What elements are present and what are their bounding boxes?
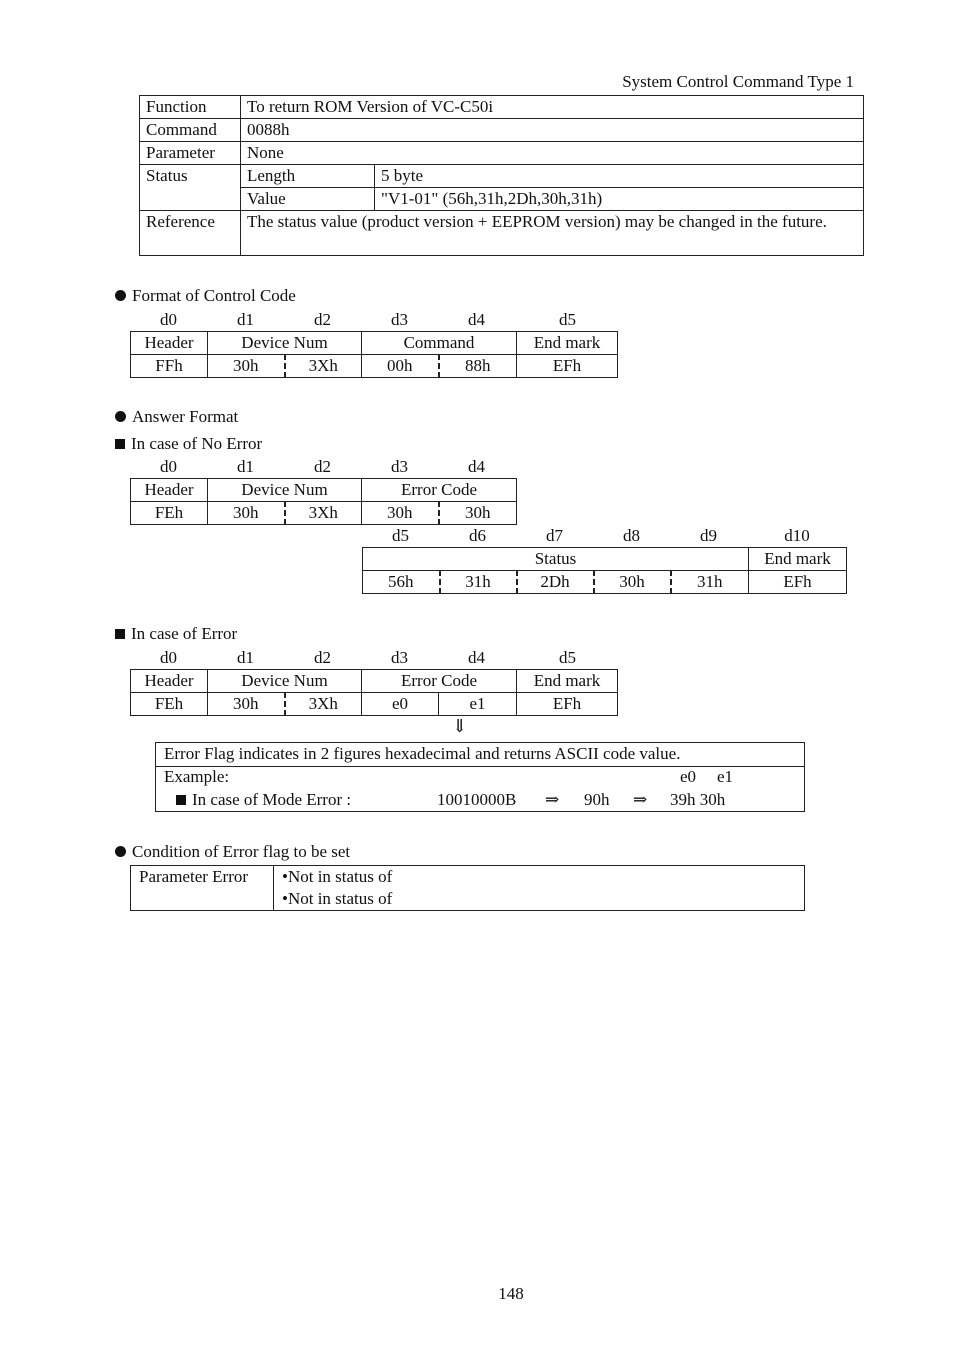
- value-label: Value: [241, 188, 375, 211]
- example-label: Example:: [164, 767, 230, 786]
- cell: Device Num: [208, 670, 362, 693]
- col-label: d2: [314, 457, 331, 476]
- page-header: System Control Command Type 1: [622, 72, 854, 91]
- col-label: d6: [469, 526, 486, 545]
- no-error-heading: In case of No Error: [115, 433, 262, 455]
- command-value: 0088h: [241, 119, 864, 142]
- page-number: 148: [498, 1284, 524, 1303]
- down-arrow-icon: ⇓: [452, 716, 468, 736]
- right-arrow-icon: ⇒: [633, 790, 648, 809]
- bullet-dot-icon: [115, 290, 126, 301]
- cell: Header: [131, 479, 208, 502]
- cell: 31h: [440, 571, 517, 594]
- control-code-table: [130, 331, 618, 378]
- condition-table: [130, 865, 805, 911]
- value-value: "V1-01" (56h,31h,2Dh,30h,31h): [375, 188, 864, 211]
- parameter-label: Parameter: [140, 142, 241, 165]
- cell: 30h: [208, 693, 285, 716]
- bullet-square-icon: [115, 629, 125, 639]
- col-label: d2: [314, 648, 331, 667]
- col-label: d3: [391, 457, 408, 476]
- bullet-square-icon: [115, 439, 125, 449]
- answer-status-table: [362, 547, 847, 594]
- length-label: Length: [241, 165, 375, 188]
- col-label: d3: [391, 310, 408, 329]
- col-label: d0: [160, 648, 177, 667]
- bullet-square-icon: [176, 795, 186, 805]
- cell: FFh: [131, 355, 208, 378]
- function-value: To return ROM Version of VC-C50i: [241, 96, 864, 119]
- bullet-dot-icon: [115, 846, 126, 857]
- col-label: d9: [700, 526, 717, 545]
- answer-heading: Answer Format: [115, 406, 238, 428]
- cell: End mark: [517, 332, 618, 355]
- cell: 31h: [671, 571, 749, 594]
- cell: Command: [362, 332, 517, 355]
- cell: 30h: [362, 502, 439, 525]
- col-label: d3: [391, 648, 408, 667]
- condition-item: •Not in status of: [274, 888, 805, 911]
- bullet-dot-icon: [115, 411, 126, 422]
- col-label: d1: [237, 310, 254, 329]
- mode-error-line: In case of Mode Error :: [176, 789, 351, 811]
- spec-table: [139, 95, 864, 256]
- cell: 30h: [208, 355, 285, 378]
- col-label: d10: [784, 526, 810, 545]
- col-label: d8: [623, 526, 640, 545]
- cell: 30h: [439, 502, 517, 525]
- cell: 00h: [362, 355, 439, 378]
- cell: EFh: [517, 693, 618, 716]
- example-e1: e1: [717, 767, 734, 786]
- col-label: d1: [237, 457, 254, 476]
- reference-label: Reference: [140, 211, 241, 256]
- cell: 3Xh: [285, 693, 362, 716]
- cell: End mark: [749, 548, 847, 571]
- col-label: d4: [468, 310, 485, 329]
- parameter-value: None: [241, 142, 864, 165]
- cell: EFh: [517, 355, 618, 378]
- col-label: d5: [559, 310, 576, 329]
- col-label: d7: [546, 526, 563, 545]
- command-label: Command: [140, 119, 241, 142]
- cell: End mark: [517, 670, 618, 693]
- col-label: d5: [392, 526, 409, 545]
- col-label: d0: [160, 457, 177, 476]
- cell: Device Num: [208, 479, 362, 502]
- note-line1: Error Flag indicates in 2 figures hexadecimal and returns ASCII code value.: [164, 744, 681, 763]
- cell: 88h: [439, 355, 517, 378]
- cell: 3Xh: [285, 355, 362, 378]
- ascii-value: 39h 30h: [670, 790, 726, 809]
- length-value: 5 byte: [375, 165, 864, 188]
- example-e0: e0: [680, 767, 697, 786]
- binary-value: 10010000B: [437, 790, 517, 809]
- cell: Device Num: [208, 332, 362, 355]
- function-label: Function: [140, 96, 241, 119]
- control-code-heading: Format of Control Code: [115, 285, 296, 307]
- cell: Error Code: [362, 479, 517, 502]
- cell: 56h: [363, 571, 440, 594]
- cell: 3Xh: [285, 502, 362, 525]
- error-flag-note: [155, 742, 805, 812]
- cell: FEh: [131, 693, 208, 716]
- hex-value: 90h: [584, 790, 610, 809]
- col-label: d1: [237, 648, 254, 667]
- cell: e0: [362, 693, 439, 716]
- cell: 30h: [208, 502, 285, 525]
- cell: 30h: [594, 571, 671, 594]
- cell: FEh: [131, 502, 208, 525]
- error-heading: In case of Error: [115, 623, 237, 645]
- col-label: d4: [468, 648, 485, 667]
- cell: EFh: [749, 571, 847, 594]
- right-arrow-icon: ⇒: [545, 790, 560, 809]
- answer-table: [130, 478, 517, 525]
- condition-heading: Condition of Error flag to be set: [115, 841, 350, 863]
- col-label: d4: [468, 457, 485, 476]
- param-error-label: Parameter Error: [131, 866, 274, 911]
- cell: Error Code: [362, 670, 517, 693]
- cell: e1: [439, 693, 517, 716]
- col-label: d0: [160, 310, 177, 329]
- cell: Header: [131, 332, 208, 355]
- col-label: d5: [559, 648, 576, 667]
- cell: Header: [131, 670, 208, 693]
- status-label: Status: [140, 165, 241, 211]
- condition-item: •Not in status of: [274, 866, 805, 889]
- col-label: d2: [314, 310, 331, 329]
- error-table: [130, 669, 618, 716]
- reference-value: The status value (product version + EEPROM version) may be changed in the future.: [241, 211, 864, 256]
- cell: 2Dh: [517, 571, 594, 594]
- cell: Status: [363, 548, 749, 571]
